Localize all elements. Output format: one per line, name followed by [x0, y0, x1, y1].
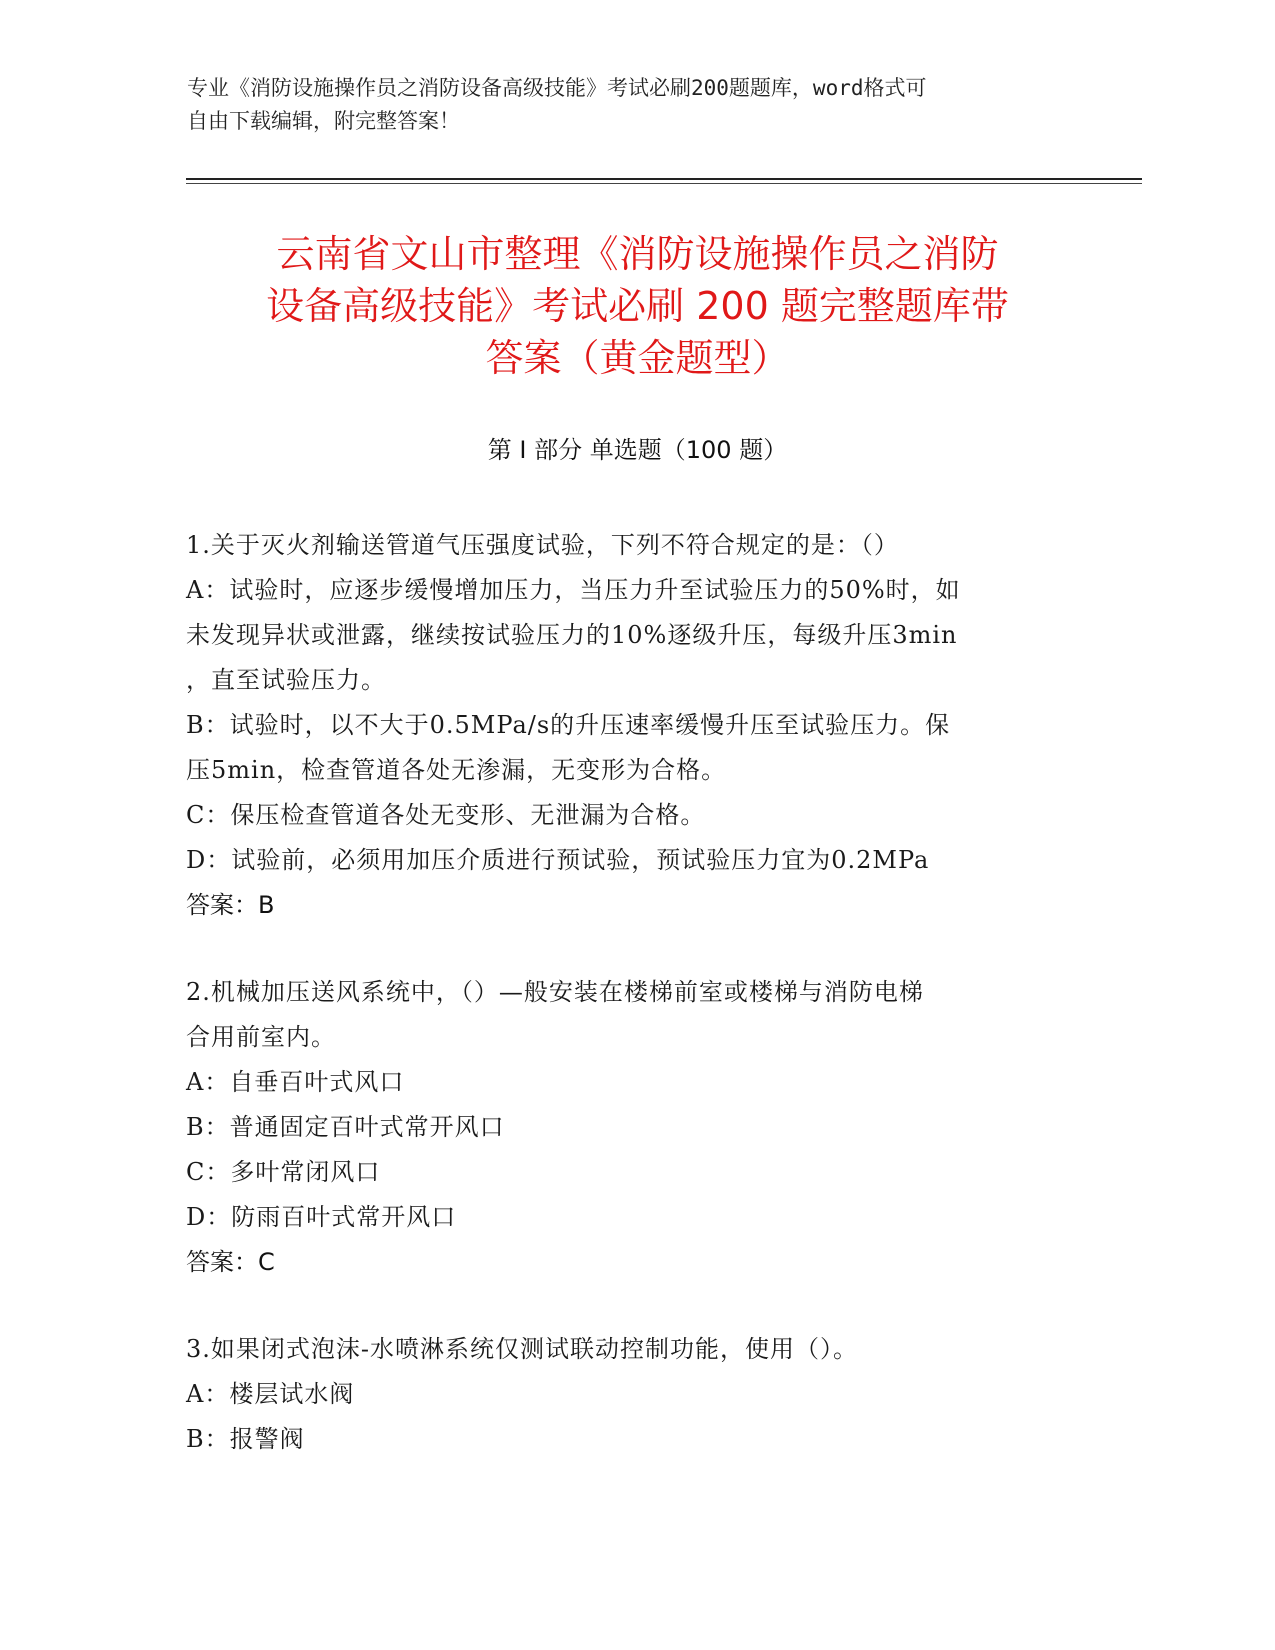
document-title [150, 228, 1125, 384]
question-block [186, 1327, 1066, 1462]
answer-option: B：试验时，以不大于0.5MPa/s的升压速率缓慢升压至试验压力。保 [186, 711, 951, 739]
answer-option: B：报警阀 [186, 1425, 305, 1453]
question-stem: 2.机械加压送风系统中，（）—般安装在楼梯前室或楼梯与消防电梯 [186, 978, 924, 1006]
answer-option: D：试验前，必须用加压介质进行预试验，预试验压力宜为0.2MPa [186, 846, 930, 874]
question-stem: 1.关于灭火剂输送管道气压强度试验，下列不符合规定的是：（） [186, 531, 899, 559]
title-line: 答案（黄金题型） [485, 336, 790, 380]
answer-option: A：楼层试水阀 [186, 1380, 355, 1408]
section-heading: 第 I 部分 单选题（100 题） [487, 436, 788, 464]
question-block [186, 523, 1066, 928]
answer-option: C：保压检查管道各处无变形、无泄漏为合格。 [186, 801, 706, 829]
answer-option: A：试验时，应逐步缓慢增加压力，当压力升至试验压力的50%时，如 [186, 576, 961, 604]
answer-key: 答案：B [186, 891, 275, 919]
answer-option: A：自垂百叶式风口 [186, 1068, 405, 1096]
question-stem: 合用前室内。 [186, 1023, 336, 1051]
header-note-line: 自由下载编辑，附完整答案！ [187, 109, 460, 133]
header-note-line: 专业《消防设施操作员之消防设备高级技能》考试必刷200题题库，word格式可 [187, 76, 927, 100]
answer-option: ，直至试验压力。 [186, 666, 386, 694]
answer-key: 答案：C [186, 1248, 275, 1276]
title-line: 设备高级技能》考试必刷 200 题完整题库带 [266, 284, 1009, 328]
answer-option: 未发现异状或泄露，继续按试验压力的10%逐级升压，每级升压3min [186, 621, 958, 649]
question-block [186, 970, 1066, 1285]
answer-option: 压5min，检查管道各处无渗漏，无变形为合格。 [186, 756, 727, 784]
header-divider-thick [186, 178, 1142, 180]
answer-option: B：普通固定百叶式常开风口 [186, 1113, 505, 1141]
header-note [187, 72, 1067, 138]
header-divider-thin [186, 183, 1142, 184]
answer-option: C：多叶常闭风口 [186, 1158, 381, 1186]
answer-option: D：防雨百叶式常开风口 [186, 1203, 457, 1231]
question-stem: 3.如果闭式泡沫-水喷淋系统仅测试联动控制功能，使用（）。 [186, 1335, 859, 1363]
title-line: 云南省文山市整理《消防设施操作员之消防 [276, 232, 999, 276]
question-list [186, 523, 1066, 1504]
